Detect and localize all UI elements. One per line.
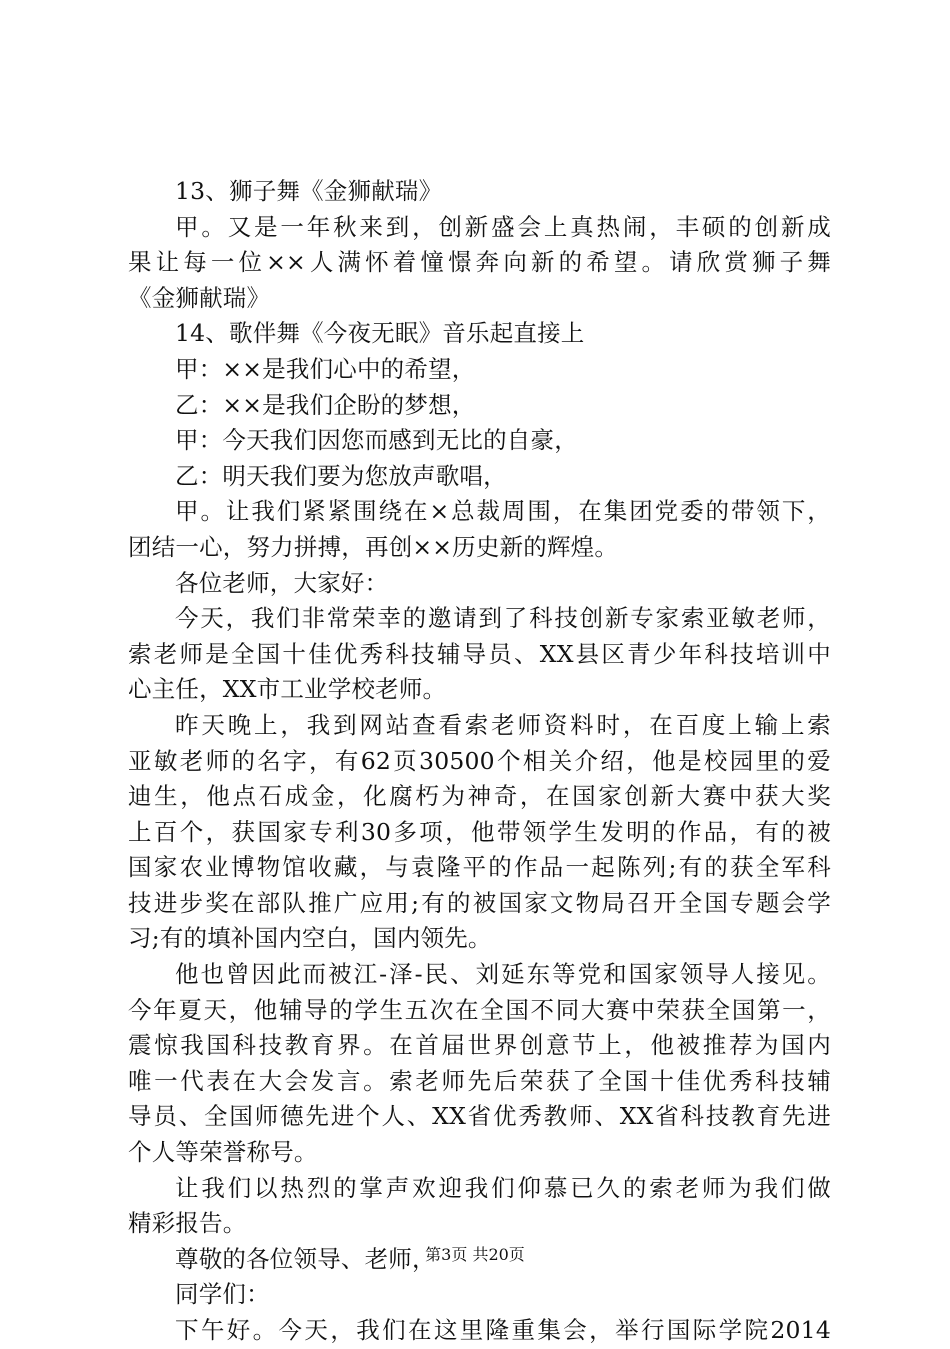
text-line: 上百个，获国家专利30多项，他带领学生发明的作品，有的被: [128, 817, 831, 846]
text-line: 尊敬的各位领导、老师，: [175, 1244, 436, 1273]
text-line: 《金狮献瑞》: [128, 283, 271, 312]
text-line: 索老师是全国十佳优秀科技辅导员、XX县区青少年科技培训中: [128, 639, 831, 668]
text-line: 下午好。今天，我们在这里隆重集会，举行国际学院2014: [175, 1316, 831, 1344]
text-line: 国家农业博物馆收藏，与袁隆平的作品一起陈列;有的获全军科: [128, 853, 831, 882]
document-body: [128, 174, 831, 1349]
text-line: 技进步奖在部队推广应用;有的被国家文物局召开全国专题会学: [128, 888, 831, 917]
text-line: 13、狮子舞《金狮献瑞》: [175, 177, 443, 205]
text-line: 导员、全国师德先进个人、XX省优秀教师、XX省科技教育先进: [128, 1102, 831, 1131]
text-line: 甲。又是一年秋来到，创新盛会上真热闹，丰硕的创新成: [175, 212, 831, 241]
page-footer: 第3页 共20页: [425, 1245, 525, 1264]
text-line: 今年夏天，他辅导的学生五次在全国不同大赛中荣获全国第一，: [128, 995, 831, 1024]
text-line: 乙：明天我们要为您放声歌唱，: [175, 461, 507, 490]
text-line: 他也曾因此而被江-泽-民、刘延东等党和国家领导人接见。: [175, 960, 831, 989]
text-line: 唯一代表在大会发言。索老师先后荣获了全国十佳优秀科技辅: [128, 1066, 831, 1095]
text-line: 让我们以热烈的掌声欢迎我们仰慕已久的索老师为我们做: [175, 1173, 831, 1202]
text-line: 同学们：: [175, 1280, 270, 1309]
text-line: 昨天晚上，我到网站查看索老师资料时，在百度上输上索: [175, 710, 831, 739]
text-line: 甲。让我们紧紧围绕在×总裁周围，在集团党委的带领下，: [175, 497, 831, 526]
text-line: 今天，我们非常荣幸的邀请到了科技创新专家索亚敏老师，: [175, 604, 831, 633]
text-line: 心主任，XX市工业学校老师。: [128, 675, 447, 704]
text-line: 乙：××是我们企盼的梦想，: [175, 390, 476, 419]
text-line: 亚敏老师的名字，有62页30500个相关介绍，他是校园里的爱: [128, 746, 831, 775]
text-line: 甲：今天我们因您而感到无比的自豪，: [175, 426, 578, 455]
text-line: 14、歌伴舞《今夜无眠》音乐起直接上: [175, 319, 585, 348]
text-line: 各位老师，大家好：: [175, 568, 389, 597]
text-line: 震惊我国科技教育界。在首届世界创意节上，他被推荐为国内: [128, 1031, 831, 1060]
text-line: 迪生，他点石成金，化腐朽为神奇，在国家创新大赛中获大奖: [128, 782, 831, 811]
text-line: 甲：××是我们心中的希望，: [175, 354, 476, 383]
text-line: 个人等荣誉称号。: [128, 1138, 318, 1167]
text-line: 精彩报告。: [128, 1209, 247, 1238]
text-line: 习;有的填补国内空白，国内领先。: [128, 924, 492, 953]
text-line: 果让每一位××人满怀着憧憬奔向新的希望。请欣赏狮子舞: [128, 248, 831, 277]
text-line: 团结一心，努力拼搏，再创××历史新的辉煌。: [128, 532, 619, 561]
